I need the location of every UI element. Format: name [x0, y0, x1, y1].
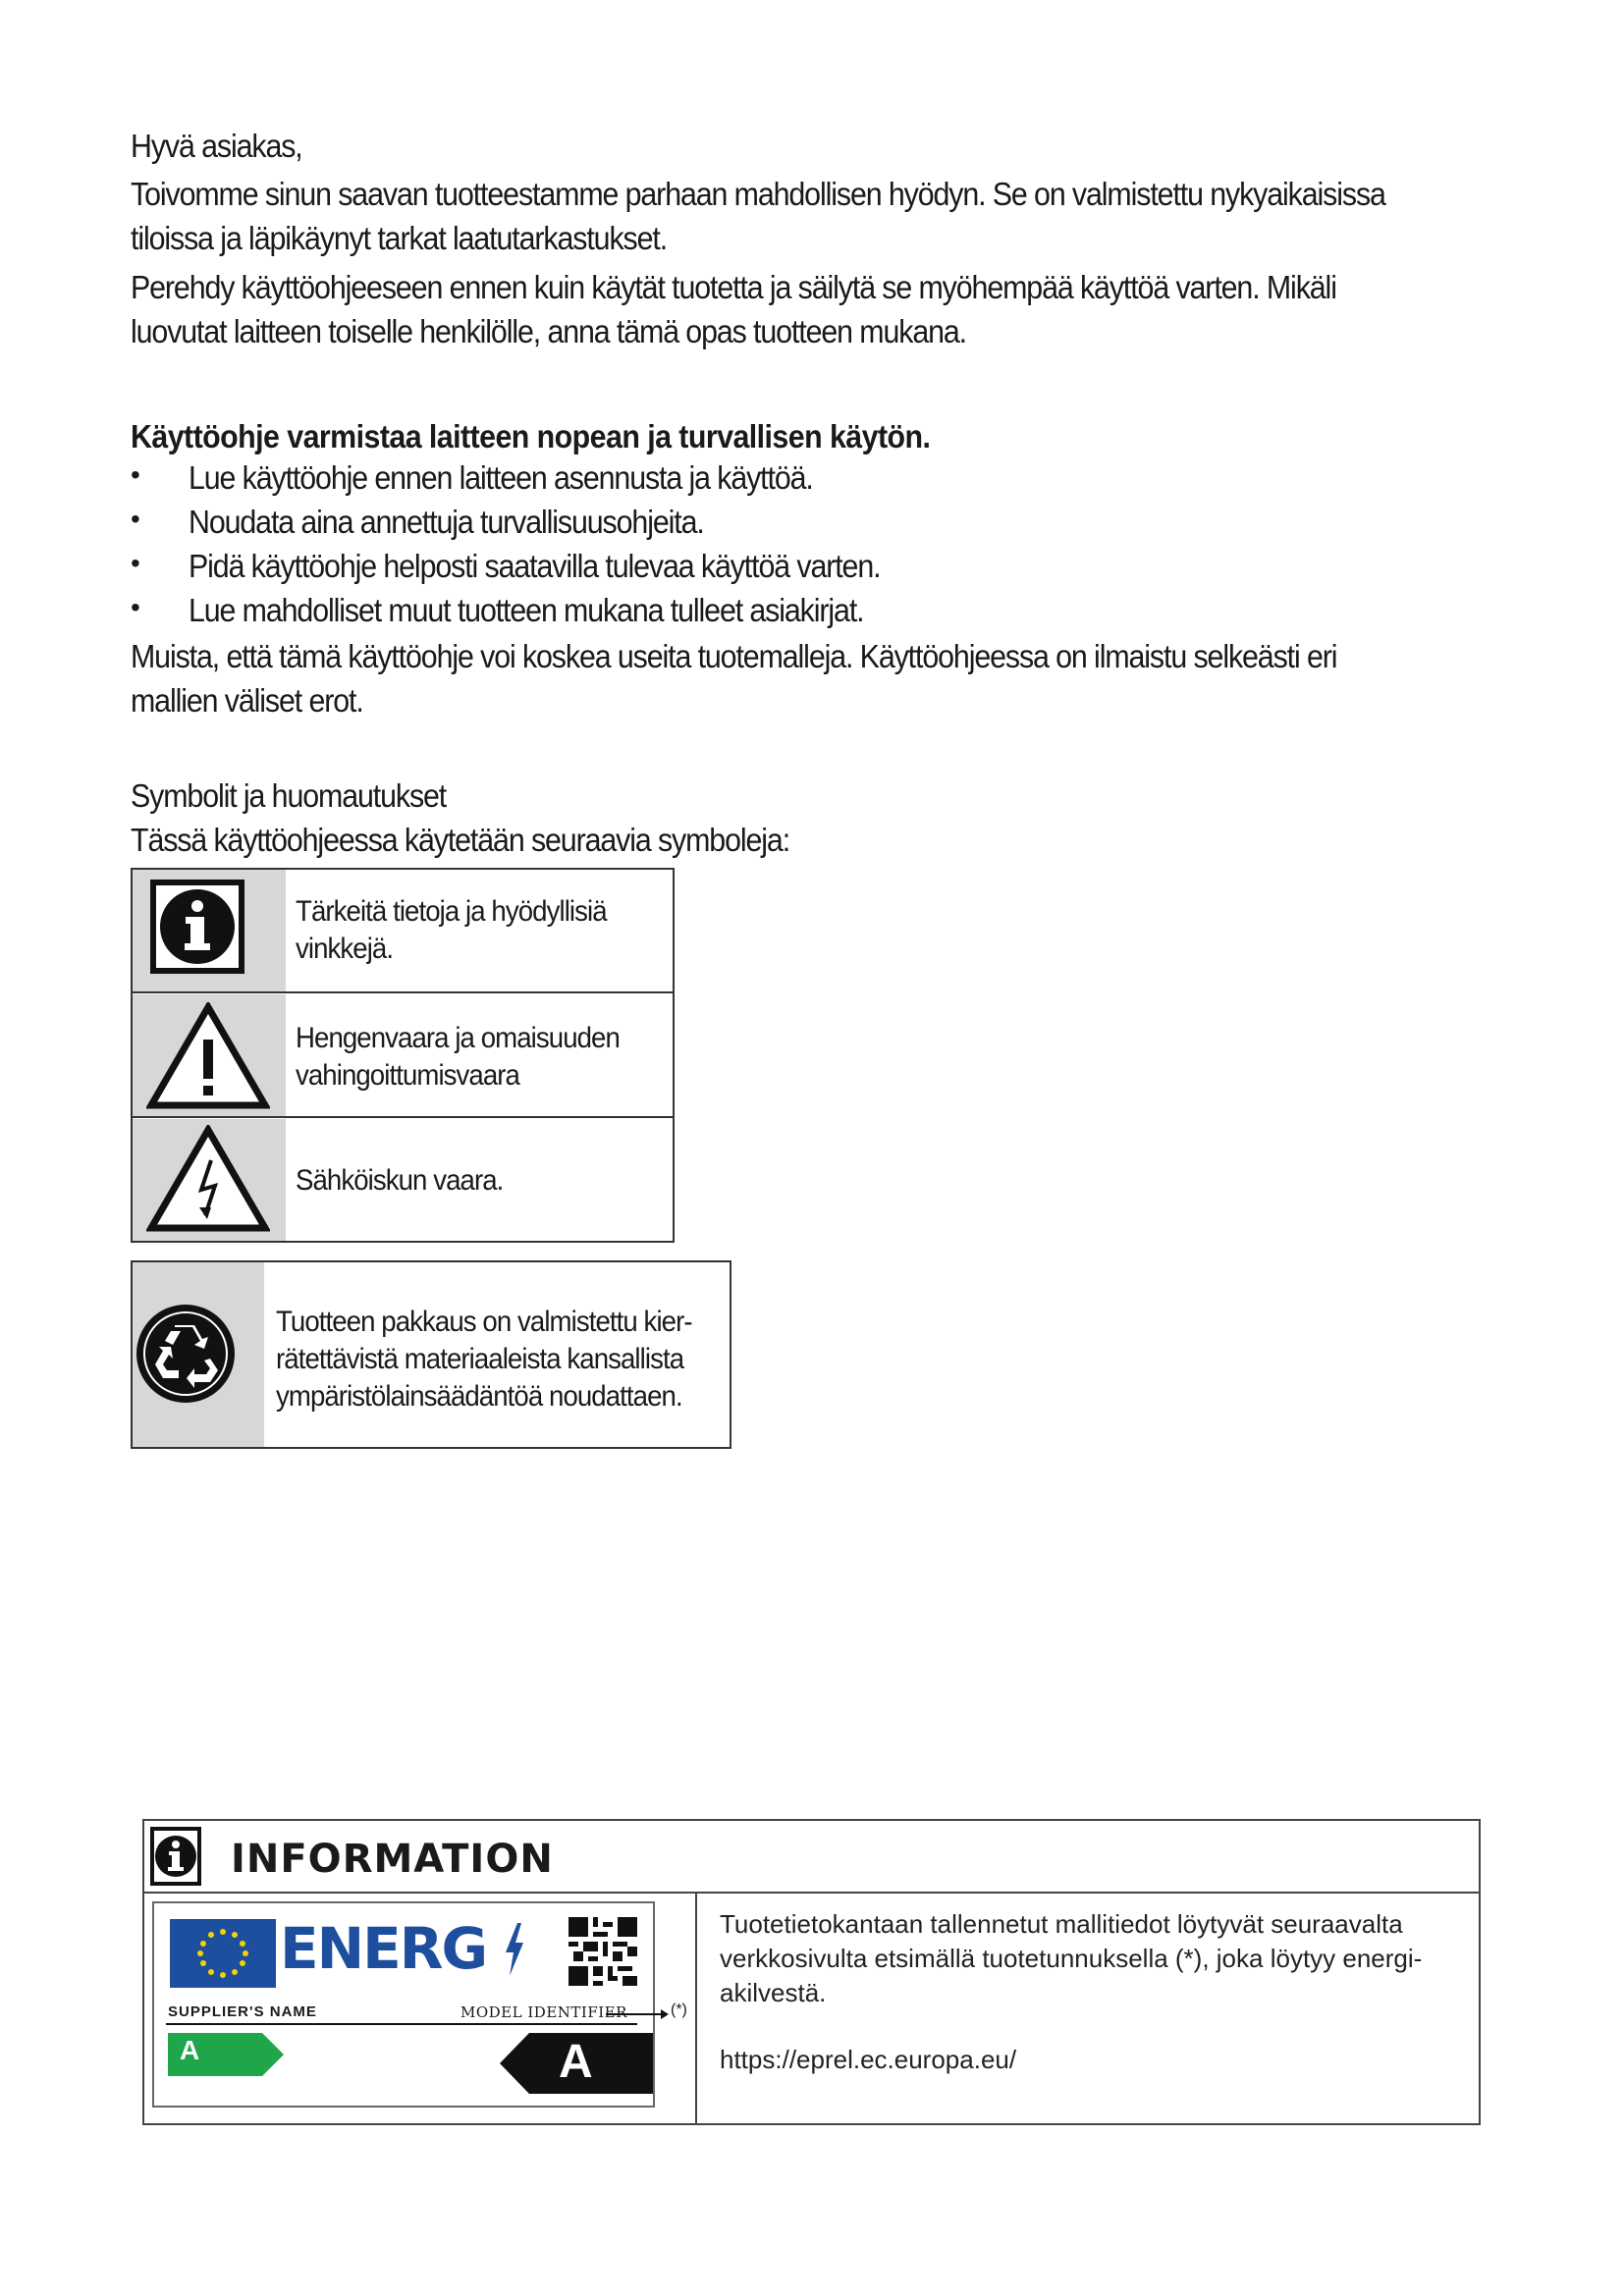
recycle-text: Tuotteen pakkaus on valmistettu kier-: [276, 1306, 692, 1338]
recycle-text: ympäristölainsäädäntöä noudattaen.: [276, 1380, 682, 1413]
energy-bolt-icon: [504, 1923, 525, 1976]
info-icon: [150, 1827, 201, 1886]
bullet-marker: •: [131, 548, 140, 578]
symbol-text: Tärkeitä tietoja ja hyödyllisiä: [296, 895, 607, 928]
information-text: verkkosivulta etsimällä tuotetunnuksella (*), joka löytyy energi-: [720, 1944, 1423, 1973]
symbol-row-electric: [133, 1119, 673, 1241]
electric-shock-icon: [133, 1119, 286, 1241]
label-rule: [166, 2023, 637, 2025]
symbol-text: Sähköiskun vaara.: [296, 1164, 504, 1197]
symbols-heading: Symbolit ja huomautukset: [131, 777, 447, 814]
energy-label: [152, 1901, 655, 2108]
bullet-marker: •: [131, 592, 140, 622]
bullet-marker: •: [131, 504, 140, 534]
symbol-text: Hengenvaara ja omaisuuden: [296, 1022, 620, 1054]
model-identifier: MODEL IDENTIFIER: [460, 2003, 627, 2021]
section-heading: Käyttöohje varmistaa laitteen nopean ja turvallisen käytön.: [131, 418, 931, 454]
intro-line: tiloissa ja läpikäynyt tarkat laatutarkastukset.: [131, 220, 668, 256]
symbols-intro: Tässä käyttöohjeessa käytetään seuraavia symboleja:: [131, 822, 790, 858]
symbol-text: vahingoittumisvaara: [296, 1059, 519, 1092]
eprel-link[interactable]: https://eprel.ec.europa.eu/: [720, 2045, 1017, 2074]
model-arrow: [606, 2008, 669, 2020]
information-title: INFORMATION: [231, 1837, 554, 1882]
symbol-row-warning: [133, 994, 673, 1118]
information-text: Tuotetietokantaan tallennetut mallitiedot löytyvät seuraavalta: [720, 1909, 1403, 1939]
recycle-text: rätettävistä materiaaleista kansallista: [276, 1343, 684, 1375]
bullet-item: Noudata aina annettuja turvallisuusohjeita.: [189, 504, 704, 540]
symbol-row-info: [133, 870, 673, 993]
class-left: A: [180, 2035, 200, 2065]
intro-line: Toivomme sinun saavan tuotteestamme parhaan mahdollisen hyödyn. Se on valmistettu nykyaikaisissa: [131, 176, 1385, 212]
symbol-text: vinkkejä.: [296, 933, 394, 965]
bullet-item: Pidä käyttöohje helposti saatavilla tulevaa käyttöä varten.: [189, 548, 881, 584]
energy-word: ENERG: [280, 1915, 487, 1982]
information-divider: [695, 1892, 697, 2123]
class-right: A: [559, 2036, 593, 2088]
qr-code-icon: [568, 1917, 637, 1986]
recycle-box: [131, 1260, 731, 1449]
info-icon: [133, 870, 286, 991]
model-marker: (*): [671, 2002, 687, 2018]
information-text: akilvestä.: [720, 1978, 827, 2007]
supplier-name: SUPPLIER'S NAME: [168, 2003, 317, 2020]
intro-line: Perehdy käyttöohjeeseen ennen kuin käytät tuotetta ja säilytä se myöhempää käyttöä varten. Mikäli: [131, 269, 1336, 305]
eu-flag-icon: [170, 1919, 276, 1988]
remember-line: mallien väliset erot.: [131, 682, 363, 719]
remember-line: Muista, että tämä käyttöohje voi koskea useita tuotemalleja. Käyttöohjeessa on ilmaistu selkeästi eri: [131, 638, 1337, 674]
bullet-item: Lue käyttöohje ennen laitteen asennusta ja käyttöä.: [189, 459, 813, 496]
intro-line: luovutat laitteen toiselle henkilölle, anna tämä opas tuotteen mukana.: [131, 313, 966, 349]
bullet-item: Lue mahdolliset muut tuotteen mukana tulleet asiakirjat.: [189, 592, 864, 628]
recycle-icon: [133, 1262, 264, 1447]
bullet-marker: •: [131, 459, 140, 490]
information-header: [144, 1821, 1479, 1894]
warning-icon: [133, 994, 286, 1116]
symbols-table: [131, 868, 675, 1243]
information-box: [142, 1819, 1481, 2125]
greeting: Hyvä asiakas,: [131, 128, 302, 164]
